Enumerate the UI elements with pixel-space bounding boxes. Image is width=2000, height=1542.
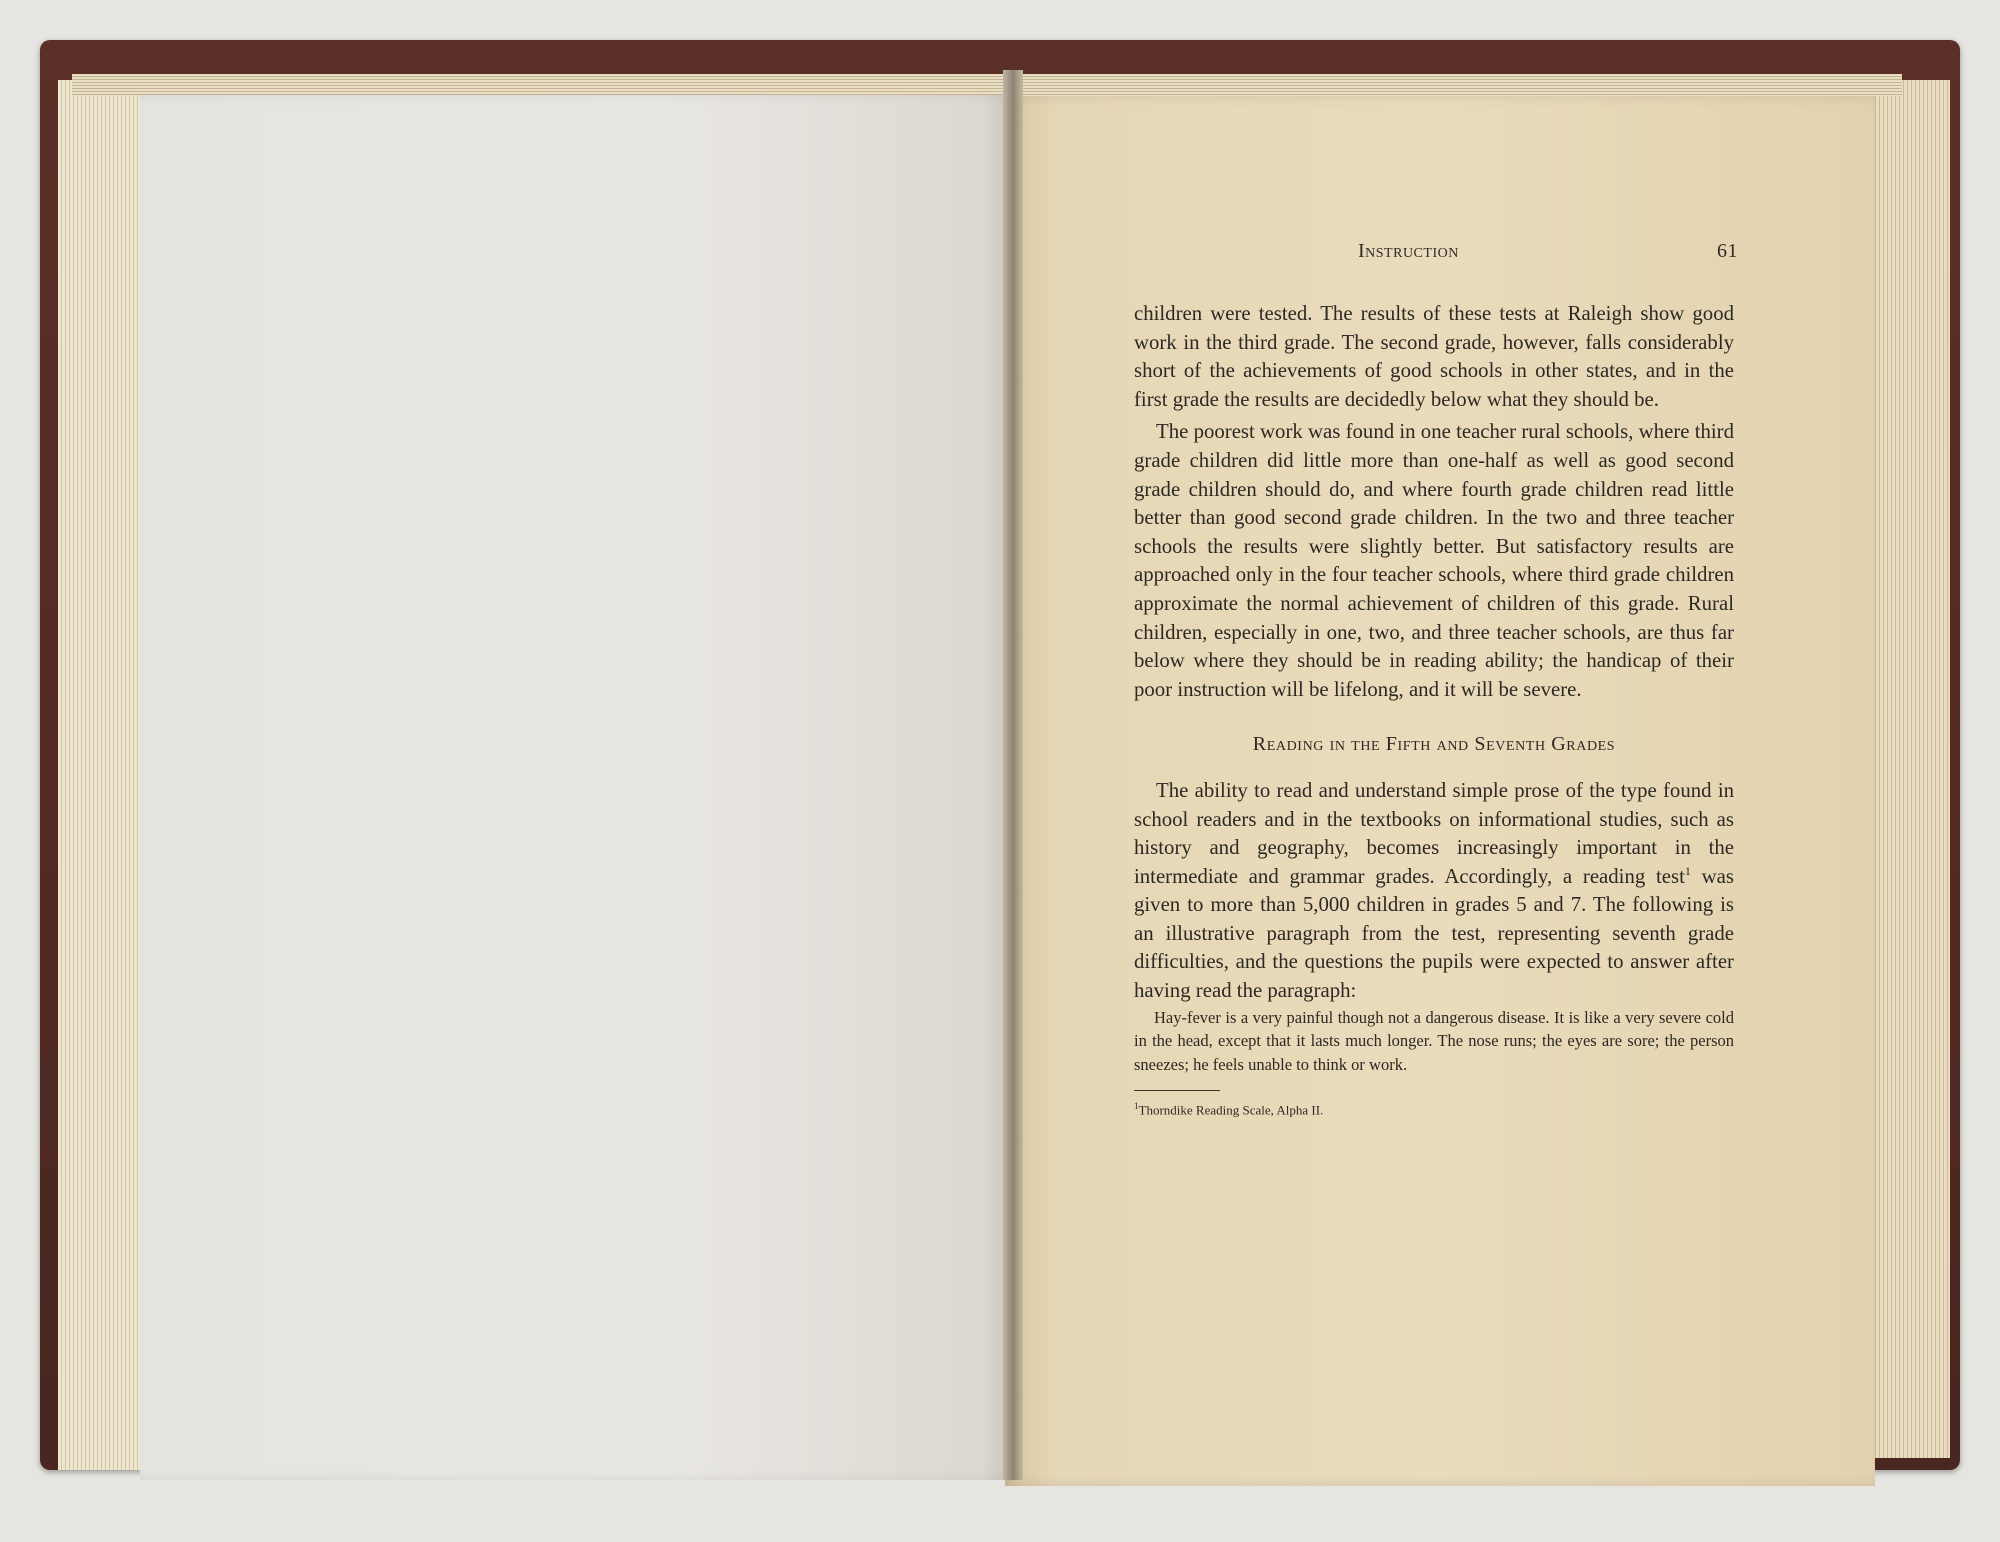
footnote-text: Thorndike Reading Scale, Alpha II. xyxy=(1138,1102,1324,1118)
top-page-edges xyxy=(72,74,1902,96)
paragraph-1: children were tested. The results of these tests at Raleigh show good work in the third grade. The second grade, however, falls considerably short of the achievements of good schools in other states, and in the first grade the results are decidedly below what they should be. xyxy=(1134,302,1734,411)
block-quotation: Hay-fever is a very painful though not a dangerous disease. It is like a very severe cold in the head, except that it lasts much longer. The nose runs; the eyes are sore; the person sneezes; he feels unable to think or work. xyxy=(1134,1007,1734,1074)
section-heading: Reading in the Fifth and Seventh Grades xyxy=(1252,733,1616,756)
footnote-marker: 1 xyxy=(1684,863,1691,878)
footnote-number: 1 xyxy=(1134,1101,1139,1112)
paragraph-3-part-1: The ability to read and understand simple prose of the type found in school readers and in the textbooks on informational studies, such as history and geography, becomes increasingly important in the intermediate and grammar grades. Accordingly, a reading test xyxy=(1134,778,1734,888)
paragraph-2: The poorest work was found in one teacher rural schools, where third grade children did little more than one-half as well as good second grade children should do, and where fourth grade children read little better than good second grade children. In the two and three teacher schools the results were slightly better. But satisfactory results are approached only in the four teacher schools, where third grade children approximate the normal achievement of children of this grade. Rural children, especially in one, two, and three teacher schools, are thus far below where they should be in reading ability; the handicap of their poor instruction will be lifelong, and it will be severe. xyxy=(1134,420,1734,701)
left-blank-page xyxy=(140,95,1015,1480)
footnote xyxy=(1134,1097,1734,1119)
page-number: 61 xyxy=(1717,240,1738,262)
page-body xyxy=(1134,300,1734,1119)
paragraph-3 xyxy=(1134,777,1734,1006)
paragraph-3-part-2: was given to more than 5,000 children in grades 5 and 7. The following is an illustrative paragraph from the test, representing seventh grade difficulties, and the questions the pupils were expected to answer after having read the paragraph: xyxy=(1134,864,1734,1003)
running-title: Instruction xyxy=(1358,240,1459,262)
book-gutter xyxy=(1003,70,1023,1480)
footnote-rule xyxy=(1134,1090,1220,1091)
